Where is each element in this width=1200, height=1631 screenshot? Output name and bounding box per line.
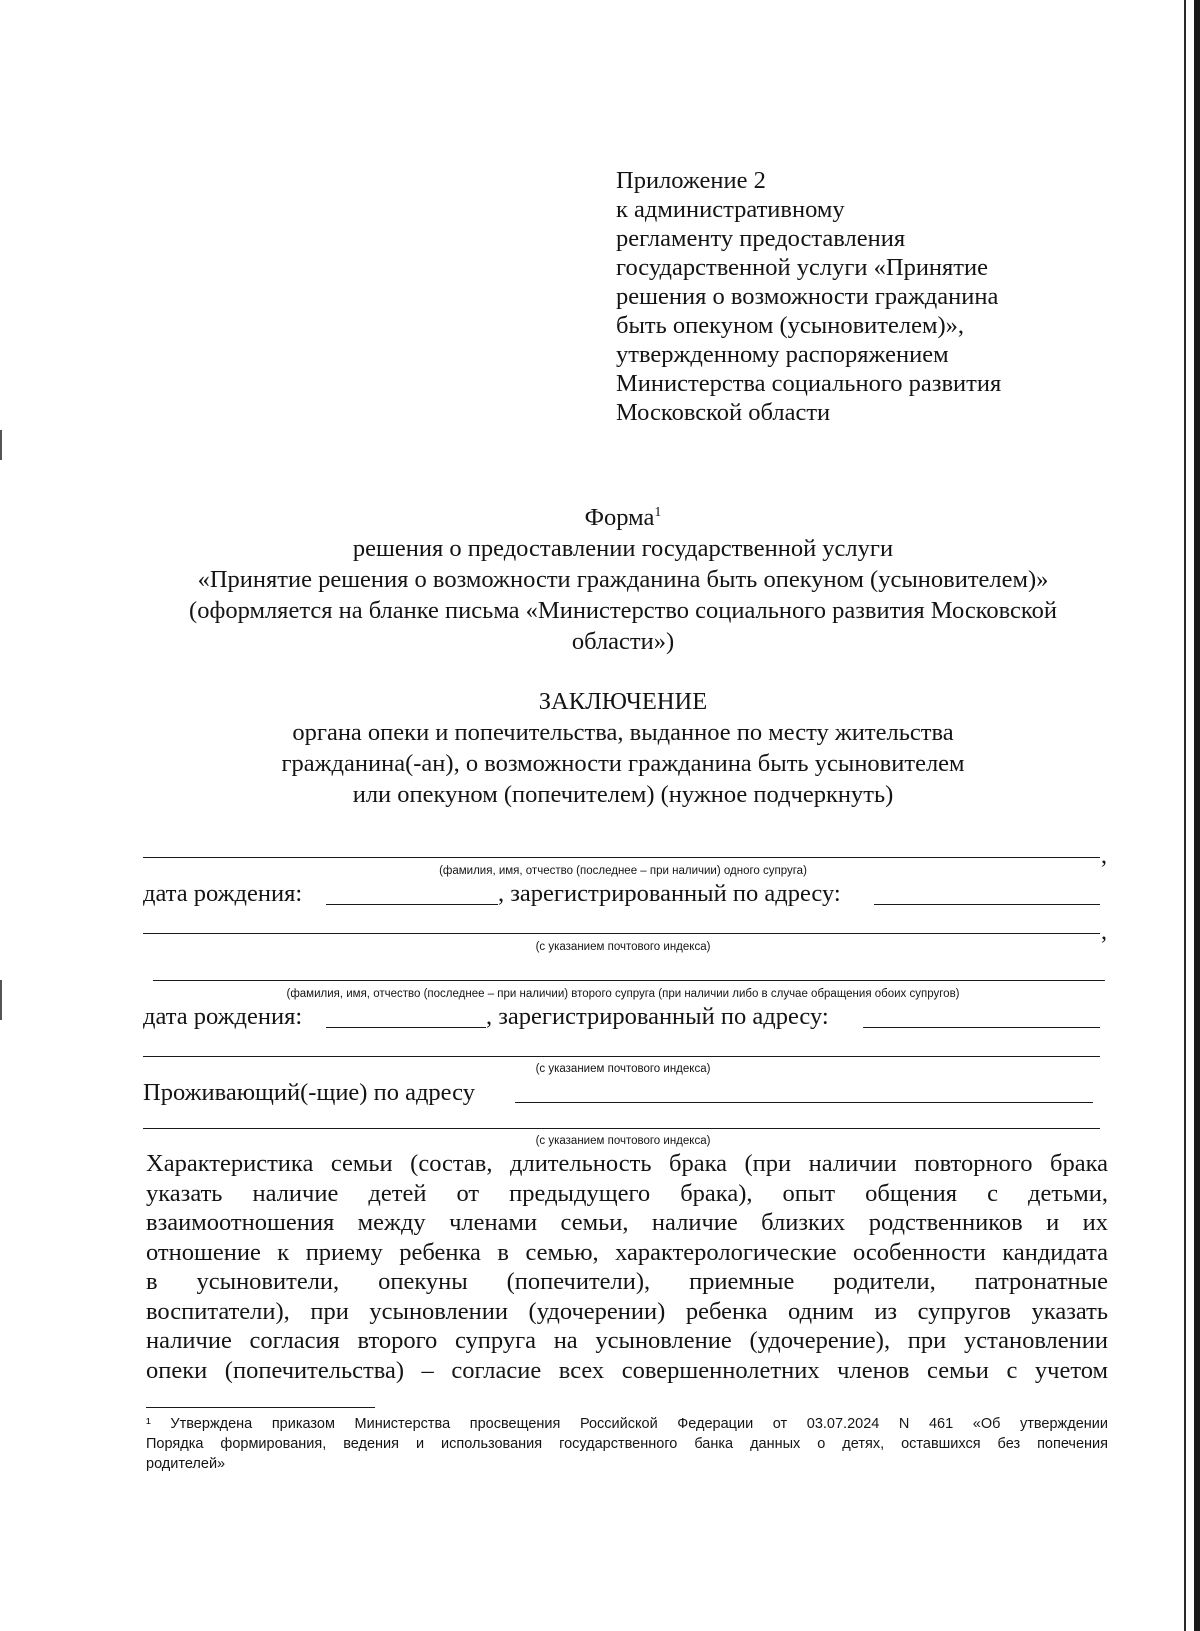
footnote-mark: 1 [654, 504, 662, 520]
postal-caption-3: (с указанием почтового индекса) [535, 1135, 711, 1147]
conclusion-line: или опекуном (попечителем) (нужное подчеркнуть) [352, 781, 894, 808]
residing-label: Проживающий(-щие) по адресу [143, 1079, 475, 1106]
paragraph-line: указать наличие детей от предыдущего брака), опыт общения с детьми, [146, 1179, 1108, 1207]
form-subtitle-line: «Принятие решения о возможности гражданина быть опекуном (усыновителем)» [197, 566, 1049, 593]
birth-date-2-field[interactable] [326, 1027, 486, 1028]
appendix-line: к административному [616, 196, 845, 223]
form-title [140, 502, 1106, 533]
form-title-block [140, 502, 1106, 657]
paragraph-line: в усыновители, опекуны (попечители), приемные родители, патронатные [146, 1268, 1108, 1295]
footnote-line: родителей» [146, 1456, 226, 1472]
appendix-line: регламенту предоставления [616, 225, 906, 252]
paragraph-line: воспитатели), при усыновлении (удочерении) ребенка одним из супругов указать [146, 1297, 1108, 1325]
conclusion-line: гражданина(-ан), о возможности гражданина быть усыновителем [281, 750, 965, 777]
paragraph-line: опеки (попечительства) – согласие всех совершеннолетних членов семьи с учетом [146, 1356, 1108, 1384]
address-1-field[interactable] [874, 904, 1100, 905]
appendix-line: решения о возможности гражданина [616, 283, 999, 310]
conclusion-block [140, 686, 1106, 810]
conclusion-line: органа опеки и попечительства, выданное по месту жительства [292, 719, 954, 746]
form-title-text: Форма [584, 504, 655, 531]
birth-date-1-field[interactable] [326, 904, 498, 905]
spouse2-caption: (фамилия, имя, отчество (последнее – при наличии) второго супруга (при наличии либо в случае обращения обоих супругов) [286, 988, 960, 1000]
address-2-field[interactable] [863, 1027, 1100, 1028]
conclusion-heading: ЗАКЛЮЧЕНИЕ [538, 688, 708, 715]
form-subtitle-line: решения о предоставлении государственной услуги [352, 535, 894, 562]
spouse2-name-line[interactable] [153, 980, 1105, 981]
comma: , [1101, 843, 1107, 869]
footnote [146, 1414, 1108, 1474]
form-subtitle-line: области») [571, 628, 675, 655]
address-1-line-2[interactable] [143, 933, 1100, 934]
appendix-line: Министерства социального развития [616, 370, 1002, 397]
paragraph-line: взаимоотношения между членами семьи, наличие близких родственников и их [146, 1209, 1108, 1236]
appendix-line: быть опекуном (усыновителем)», [616, 312, 965, 339]
appendix-line: Московской области [616, 399, 831, 426]
registered-label-2: , зарегистрированный по адресу: [486, 1003, 829, 1030]
form-subtitle-line: (оформляется на бланке письма «Министерство социального развития Московской [189, 597, 1057, 624]
appendix-line: Приложение 2 [616, 167, 766, 194]
scan-edge-right [1194, 0, 1200, 1631]
spouse1-caption: (фамилия, имя, отчество (последнее – при наличии) одного супруга) [439, 865, 807, 877]
birth-label-1: дата рождения: [143, 880, 303, 907]
appendix-line: утвержденному распоряжением [616, 341, 949, 368]
registered-label-1: , зарегистрированный по адресу: [498, 880, 841, 907]
residing-address-line-2[interactable] [143, 1128, 1100, 1129]
paragraph-line: наличие согласия второго супруга на усыновление (удочерение), при установлении [146, 1327, 1108, 1354]
scan-edge-right-inner [1184, 0, 1186, 1631]
footnote-line: Порядка формирования, ведения и использования государственного банка данных о детях, оставшихся без попечения [146, 1436, 1108, 1452]
paragraph-line: отношение к приему ребенка в семью, характерологические особенности кандидата [146, 1238, 1108, 1266]
footnote-separator [146, 1407, 375, 1408]
scan-mark-left [0, 430, 2, 460]
address-2-line-2[interactable] [143, 1056, 1100, 1057]
family-characteristics [146, 1149, 1108, 1385]
birth-label-2: дата рождения: [143, 1003, 303, 1030]
comma: , [1101, 919, 1107, 945]
postal-caption-1: (с указанием почтового индекса) [535, 941, 711, 953]
scan-mark-left [0, 980, 2, 1020]
spouse1-name-line[interactable] [143, 857, 1100, 858]
appendix-header [616, 166, 1001, 427]
residing-address-field[interactable] [515, 1102, 1093, 1103]
postal-caption-2: (с указанием почтового индекса) [535, 1063, 711, 1075]
footnote-line: ¹ Утверждена приказом Министерства просвещения Российской Федерации от 03.07.2024 N 461 «Об утверждении [146, 1416, 1108, 1432]
paragraph-line: Характеристика семьи (состав, длительность брака (при наличии повторного брака [146, 1150, 1108, 1177]
appendix-line: государственной услуги «Принятие [616, 254, 988, 281]
